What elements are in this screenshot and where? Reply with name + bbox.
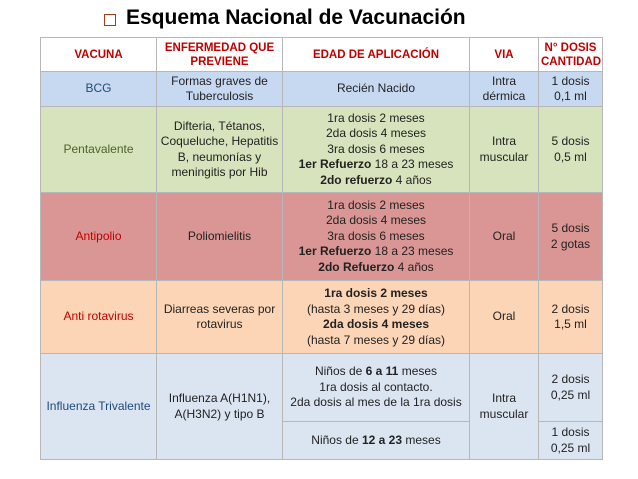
booster-age: 18 a 23 meses: [371, 244, 454, 259]
age-antipolio: [283, 193, 470, 281]
dose-bcg: [539, 72, 603, 107]
dose-label: 1ra dosis 2 meses: [324, 286, 428, 300]
route-pentavalente: Intra muscular: [470, 107, 539, 193]
dose-amount: 1,5 ml: [554, 317, 587, 331]
dose-amount: 0,25 ml: [550, 440, 591, 455]
dose-amount: 0,5 ml: [554, 149, 587, 164]
dose-amount: 0,25 ml: [550, 387, 591, 402]
age-suffix: meses: [402, 432, 441, 447]
table-row-influenza-a: [41, 354, 603, 422]
age-prefix: Niños de: [314, 364, 366, 379]
vaccine-name-influenza: Influenza Trivalente: [41, 354, 157, 460]
age-bcg: Recién Nacido: [283, 72, 470, 107]
age-line: 2da dosis 4 meses: [325, 213, 427, 228]
booster-label: 2do Refuerzo: [318, 259, 395, 274]
header-via: VIA: [470, 38, 539, 72]
age-line: [285, 317, 467, 333]
age-line: 3ra dosis 6 meses: [327, 141, 425, 156]
table-row-antipolio: [41, 193, 603, 281]
dose-influenza-a: [539, 354, 603, 422]
age-suffix: meses: [398, 364, 438, 379]
vaccine-name-antipolio: Antipolio: [41, 193, 157, 281]
dose-count: 5 dosis: [551, 134, 590, 148]
header-enfermedad: ENFERMEDAD QUE PREVIENE: [157, 38, 283, 72]
dose-influenza-b: [539, 422, 603, 460]
dose-count: 1 dosis: [551, 425, 590, 439]
route-antipolio: Oral: [470, 193, 539, 281]
dose-count: 2 dosis: [551, 301, 590, 316]
dose-count: 5 dosis: [551, 221, 590, 235]
age-line: 2da dosis 4 meses: [325, 126, 427, 141]
age-prefix: Niños de: [311, 432, 362, 447]
disease-antipolio: Poliomielitis: [157, 193, 283, 281]
age-line: (hasta 7 meses y 29 días): [306, 332, 446, 347]
booster-age: 4 años: [392, 172, 432, 187]
booster-label: 1er Refuerzo: [298, 244, 372, 259]
age-influenza-12-23: [283, 422, 470, 460]
disease-rotavirus: Diarreas severas por rotavirus: [157, 281, 283, 354]
vaccination-table: [40, 37, 603, 460]
age-line: [285, 286, 467, 302]
dose-amount: 0,1 ml: [554, 89, 587, 103]
age-range: 6 a 11: [365, 364, 399, 379]
booster-age: 4 años: [394, 259, 434, 274]
page-title: Esquema Nacional de Vacunación: [126, 6, 466, 29]
route-rotavirus: Oral: [470, 281, 539, 354]
age-line: 2da dosis al mes de la 1ra dosis: [290, 395, 462, 410]
age-line: 1ra dosis al contacto.: [319, 379, 433, 394]
header-edad: EDAD DE APLICACIÓN: [283, 38, 470, 72]
age-line: 1ra dosis 2 meses: [327, 197, 425, 212]
vaccine-name-rotavirus: Anti rotavirus: [41, 281, 157, 354]
title-bullet: [104, 14, 116, 26]
booster-label: 2do refuerzo: [320, 172, 393, 187]
dose-label: 2da dosis 4 meses: [322, 317, 430, 331]
dose-antipolio: [539, 193, 603, 281]
age-line: 3ra dosis 6 meses: [327, 228, 425, 243]
table-row-bcg: [41, 72, 603, 107]
header-vacuna: VACUNA: [41, 38, 157, 72]
booster-age: 18 a 23 meses: [371, 157, 454, 172]
route-bcg: Intra dérmica: [470, 72, 539, 107]
disease-bcg: Formas graves de Tuberculosis: [157, 72, 283, 107]
age-rotavirus: [283, 281, 470, 354]
header-dosis: N° DOSIS CANTIDAD: [539, 38, 603, 72]
table-row-rotavirus: [41, 281, 603, 354]
age-line: [285, 157, 467, 173]
dose-pentavalente: [539, 107, 603, 193]
dose-amount: 2 gotas: [550, 236, 591, 251]
age-line: [285, 244, 467, 260]
age-line: [285, 364, 467, 380]
booster-label: 1er Refuerzo: [298, 157, 372, 172]
age-line: [285, 173, 467, 189]
vaccine-name-pentavalente: Pentavalente: [41, 107, 157, 193]
table-row-pentavalente: [41, 107, 603, 193]
vaccine-name-bcg: BCG: [41, 72, 157, 107]
age-influenza-6-11: [283, 354, 470, 422]
age-range: 12 a 23: [361, 432, 403, 447]
age-line: 1ra dosis 2 meses: [327, 110, 425, 125]
table-header-row: [41, 38, 603, 72]
dose-rotavirus: [539, 281, 603, 354]
disease-influenza: Influenza A(H1N1), A(H3N2) y tipo B: [157, 354, 283, 460]
age-pentavalente: [283, 107, 470, 193]
dose-count: 2 dosis: [551, 372, 590, 386]
disease-pentavalente: Difteria, Tétanos, Coqueluche, Hepatitis B, neumonías y meningitis por Hib: [157, 107, 283, 193]
dose-count: 1 dosis: [551, 73, 590, 88]
route-influenza: Intra muscular: [470, 354, 539, 460]
age-line: [285, 260, 467, 276]
age-line: (hasta 3 meses y 29 días): [306, 301, 446, 316]
